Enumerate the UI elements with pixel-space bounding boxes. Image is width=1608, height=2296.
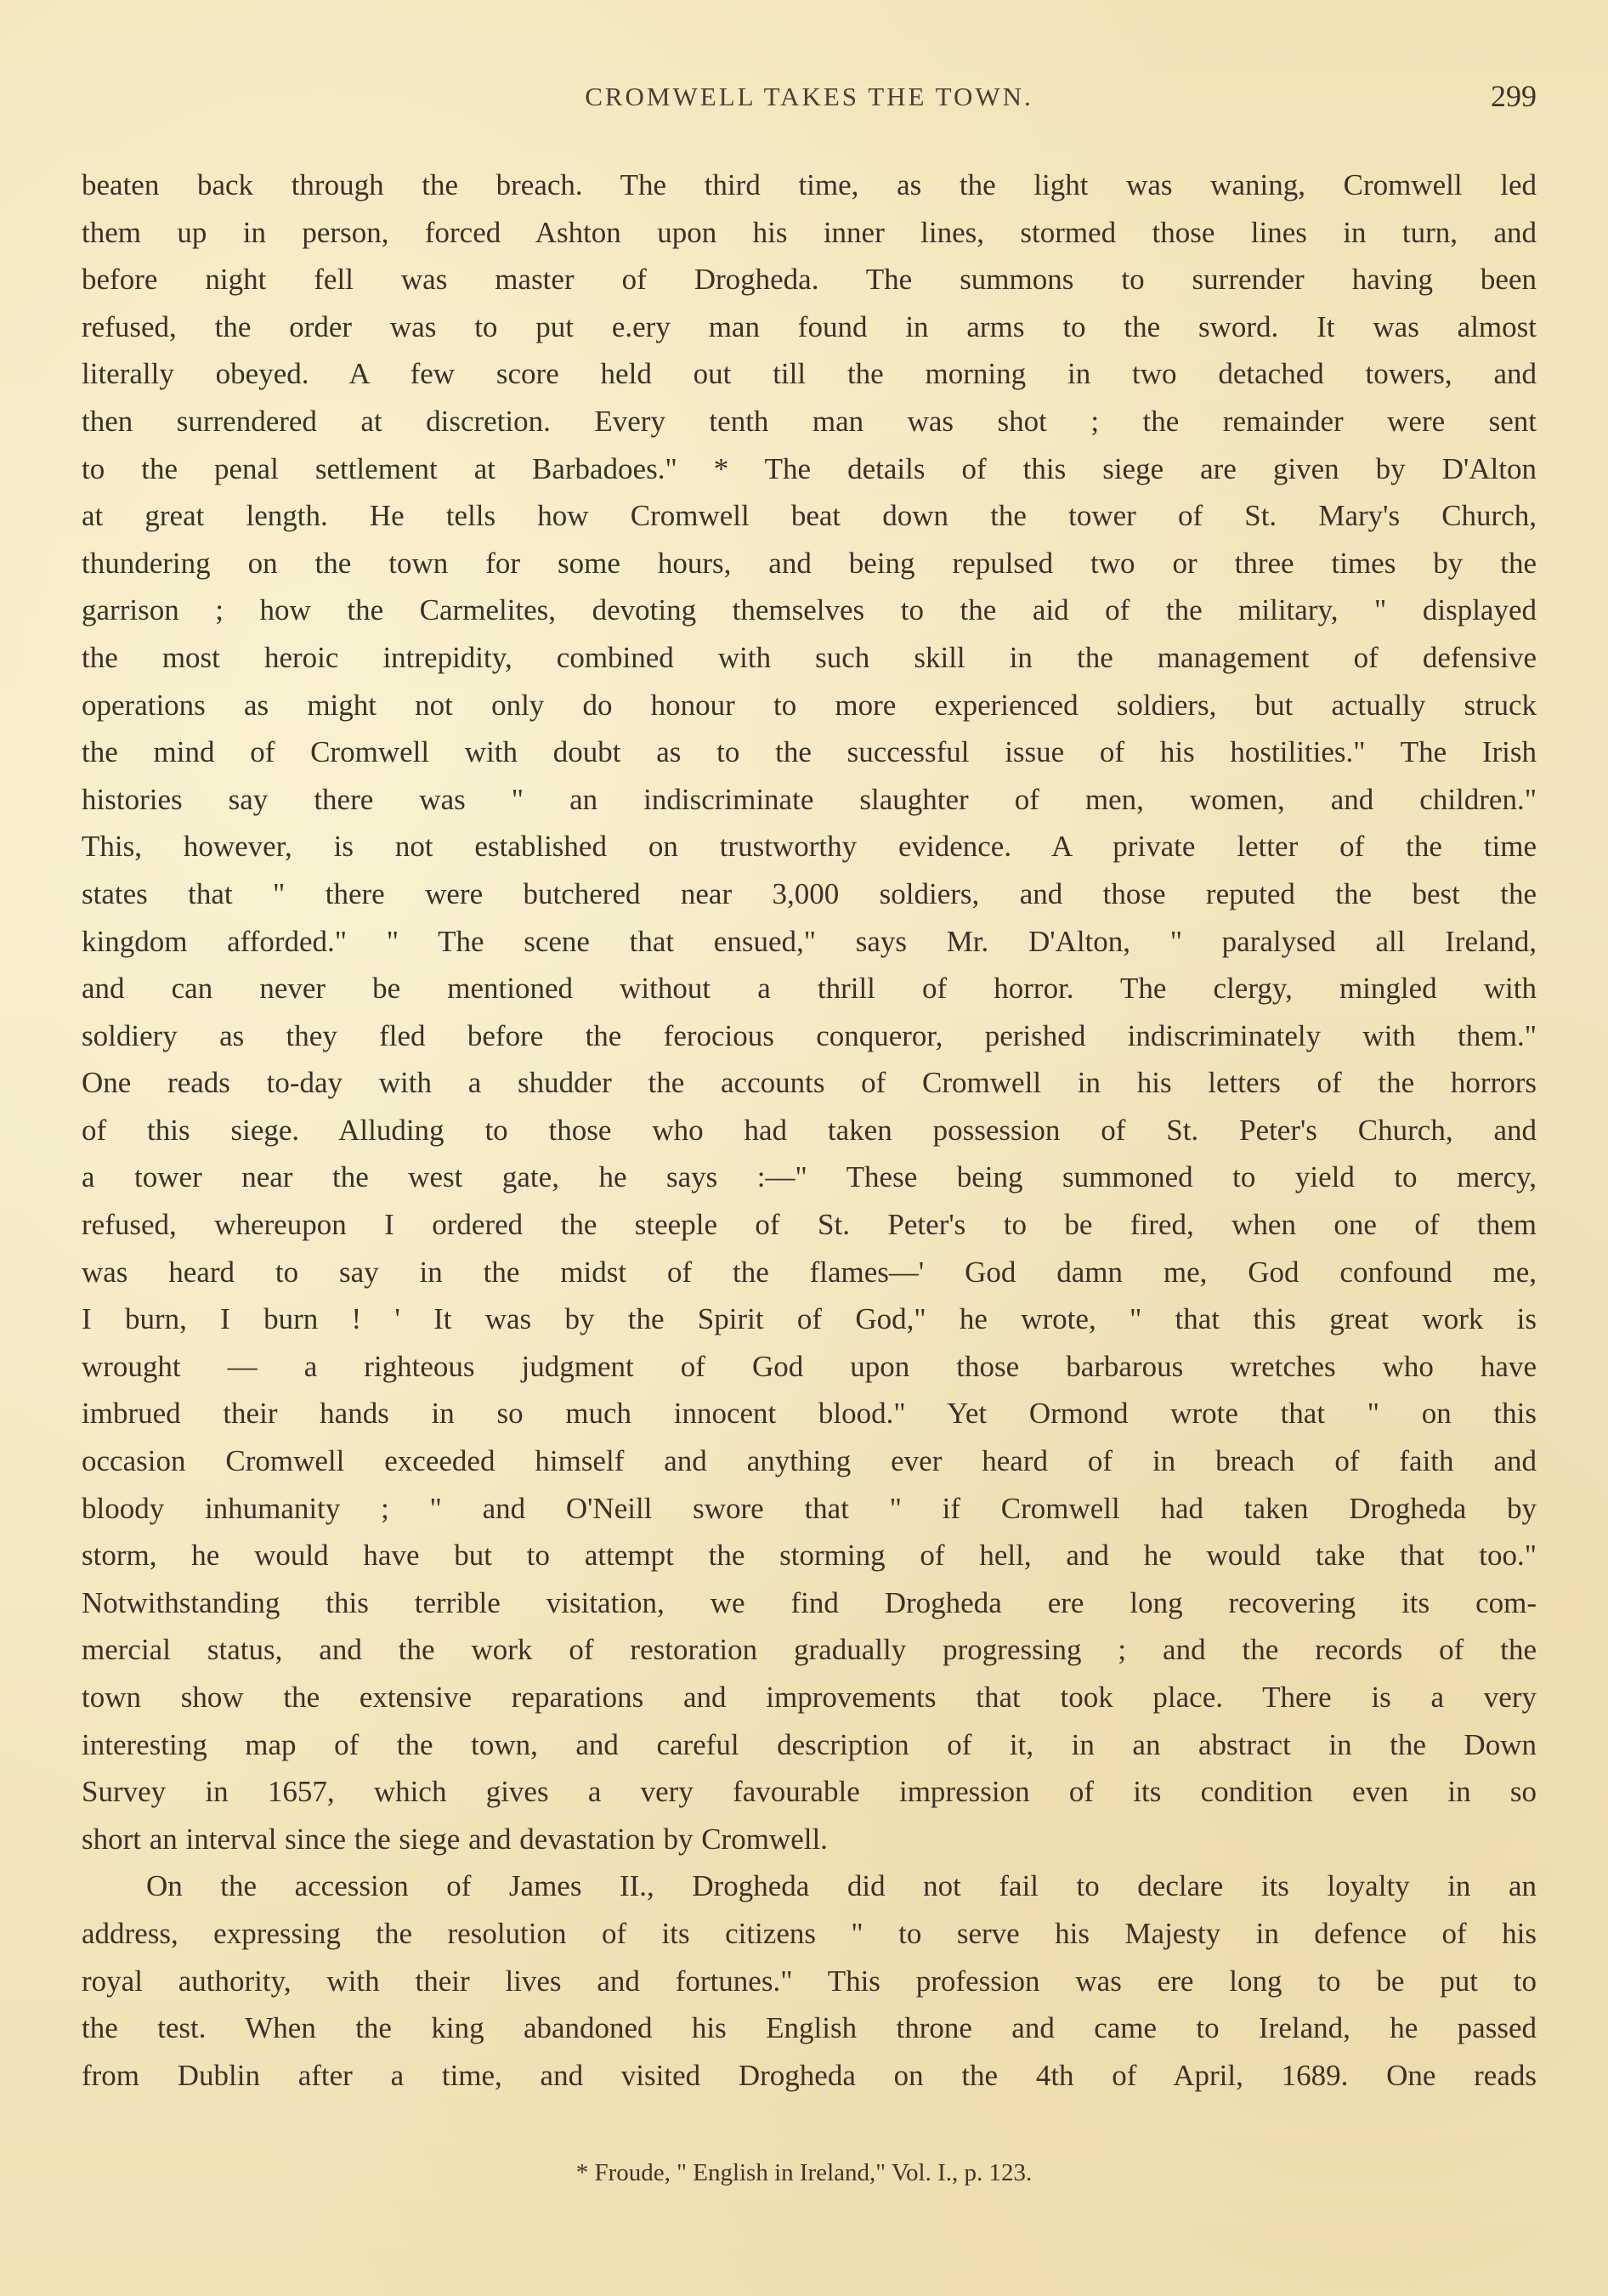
- text-line: Survey in 1657, which gives a very favourable impression of its condition even in so: [82, 1775, 1537, 1809]
- text-line: was heard to say in the midst of the flames—' God damn me, God confound me,: [82, 1255, 1537, 1289]
- text-line: royal authority, with their lives and fortunes." This profession was ere long to be put to: [82, 1964, 1537, 1998]
- running-title: CROMWELL TAKES THE TOWN.: [585, 82, 1033, 111]
- text-line: before night fell was master of Drogheda. The summons to surrender having been: [82, 263, 1537, 297]
- text-line: occasion Cromwell exceeded himself and anything ever heard of in breach of faith and: [82, 1444, 1537, 1478]
- running-head: [82, 79, 1537, 124]
- text-line: histories say there was " an indiscriminate slaughter of men, women, and children.": [82, 782, 1537, 816]
- text-line: at great length. He tells how Cromwell beat down the tower of St. Mary's Church,: [82, 499, 1537, 533]
- text-line: the most heroic intrepidity, combined with such skill in the management of defensive: [82, 640, 1537, 674]
- page-number: 299: [1491, 79, 1537, 113]
- text-line: of this siege. Alluding to those who had taken possession of St. Peter's Church, and: [82, 1113, 1537, 1147]
- text-line: storm, he would have but to attempt the storming of hell, and he would take that too.": [82, 1539, 1537, 1573]
- text-line: soldiery as they fled before the ferocious conqueror, perished indiscriminately with them.": [82, 1018, 1537, 1052]
- text-line: I burn, I burn ! ' It was by the Spirit of God," he wrote, " that this great work is: [82, 1302, 1537, 1336]
- text-line: beaten back through the breach. The third time, as the light was waning, Cromwell led: [82, 168, 1537, 201]
- footnote: * Froude, " English in Ireland," Vol. I., p. 123.: [575, 2159, 1033, 2186]
- paragraph: [82, 1862, 1537, 2099]
- text-line: states that " there were butchered near 3,000 soldiers, and those reputed the best the: [82, 876, 1537, 910]
- text-line: mercial status, and the work of restoration gradually progressing ; and the records of the: [82, 1633, 1537, 1667]
- text-line: thundering on the town for some hours, and being repulsed two or three times by the: [82, 546, 1537, 580]
- text-line: On the accession of James II., Drogheda did not fail to declare its loyalty in an: [146, 1869, 1537, 1903]
- text-line: imbrued their hands in so much innocent blood." Yet Ormond wrote that " on this: [82, 1397, 1537, 1431]
- text-line: then surrendered at discretion. Every tenth man was shot ; the remainder were sent: [82, 404, 1537, 438]
- text-line: One reads to-day with a shudder the accounts of Cromwell in his letters of the horrors: [82, 1066, 1537, 1100]
- text-line: the mind of Cromwell with doubt as to the successful issue of his hostilities." The Irish: [82, 735, 1537, 769]
- text-line: and can never be mentioned without a thrill of horror. The clergy, mingled with: [82, 972, 1537, 1006]
- text-line: the test. When the king abandoned his English throne and came to Ireland, he passed: [82, 2011, 1537, 2045]
- text-line: short an interval since the siege and devastation by Cromwell.: [82, 1822, 828, 1856]
- text-line: refused, the order was to put e.ery man found in arms to the sword. It was almost: [82, 309, 1537, 343]
- text-line: Notwithstanding this terrible visitation, we find Drogheda ere long recovering its com-: [82, 1585, 1537, 1619]
- text-line: kingdom afforded." " The scene that ensued," says Mr. D'Alton, " paralysed all Ireland,: [82, 924, 1537, 958]
- text-line: address, expressing the resolution of its citizens " to serve his Majesty in defence of his: [82, 1916, 1537, 1950]
- text-line: from Dublin after a time, and visited Drogheda on the 4th of April, 1689. One reads: [82, 2058, 1537, 2092]
- text-line: bloody inhumanity ; " and O'Neill swore that " if Cromwell had taken Drogheda by: [82, 1491, 1537, 1525]
- text-line: refused, whereupon I ordered the steeple of St. Peter's to be fired, when one of them: [82, 1208, 1537, 1242]
- text-line: interesting map of the town, and careful description of it, in an abstract in the Down: [82, 1727, 1537, 1761]
- text-line: them up in person, forced Ashton upon his inner lines, stormed those lines in turn, and: [82, 215, 1537, 249]
- text-line: literally obeyed. A few score held out till the morning in two detached towers, and: [82, 357, 1537, 391]
- paragraph: [82, 162, 1537, 1862]
- text-line: a tower near the west gate, he says :—" These being summoned to yield to mercy,: [82, 1160, 1537, 1194]
- text-line: operations as might not only do honour to more experienced soldiers, but actually struck: [82, 688, 1537, 722]
- body-text: [82, 162, 1537, 2099]
- text-line: wrought — a righteous judgment of God upon those barbarous wretches who have: [82, 1349, 1537, 1383]
- text-line: garrison ; how the Carmelites, devoting themselves to the aid of the military, " displayed: [82, 593, 1537, 627]
- text-line: town show the extensive reparations and improvements that took place. There is a very: [82, 1681, 1537, 1714]
- text-line: This, however, is not established on trustworthy evidence. A private letter of the time: [82, 830, 1537, 864]
- text-line: to the penal settlement at Barbadoes." * The details of this siege are given by D'Alton: [82, 451, 1537, 485]
